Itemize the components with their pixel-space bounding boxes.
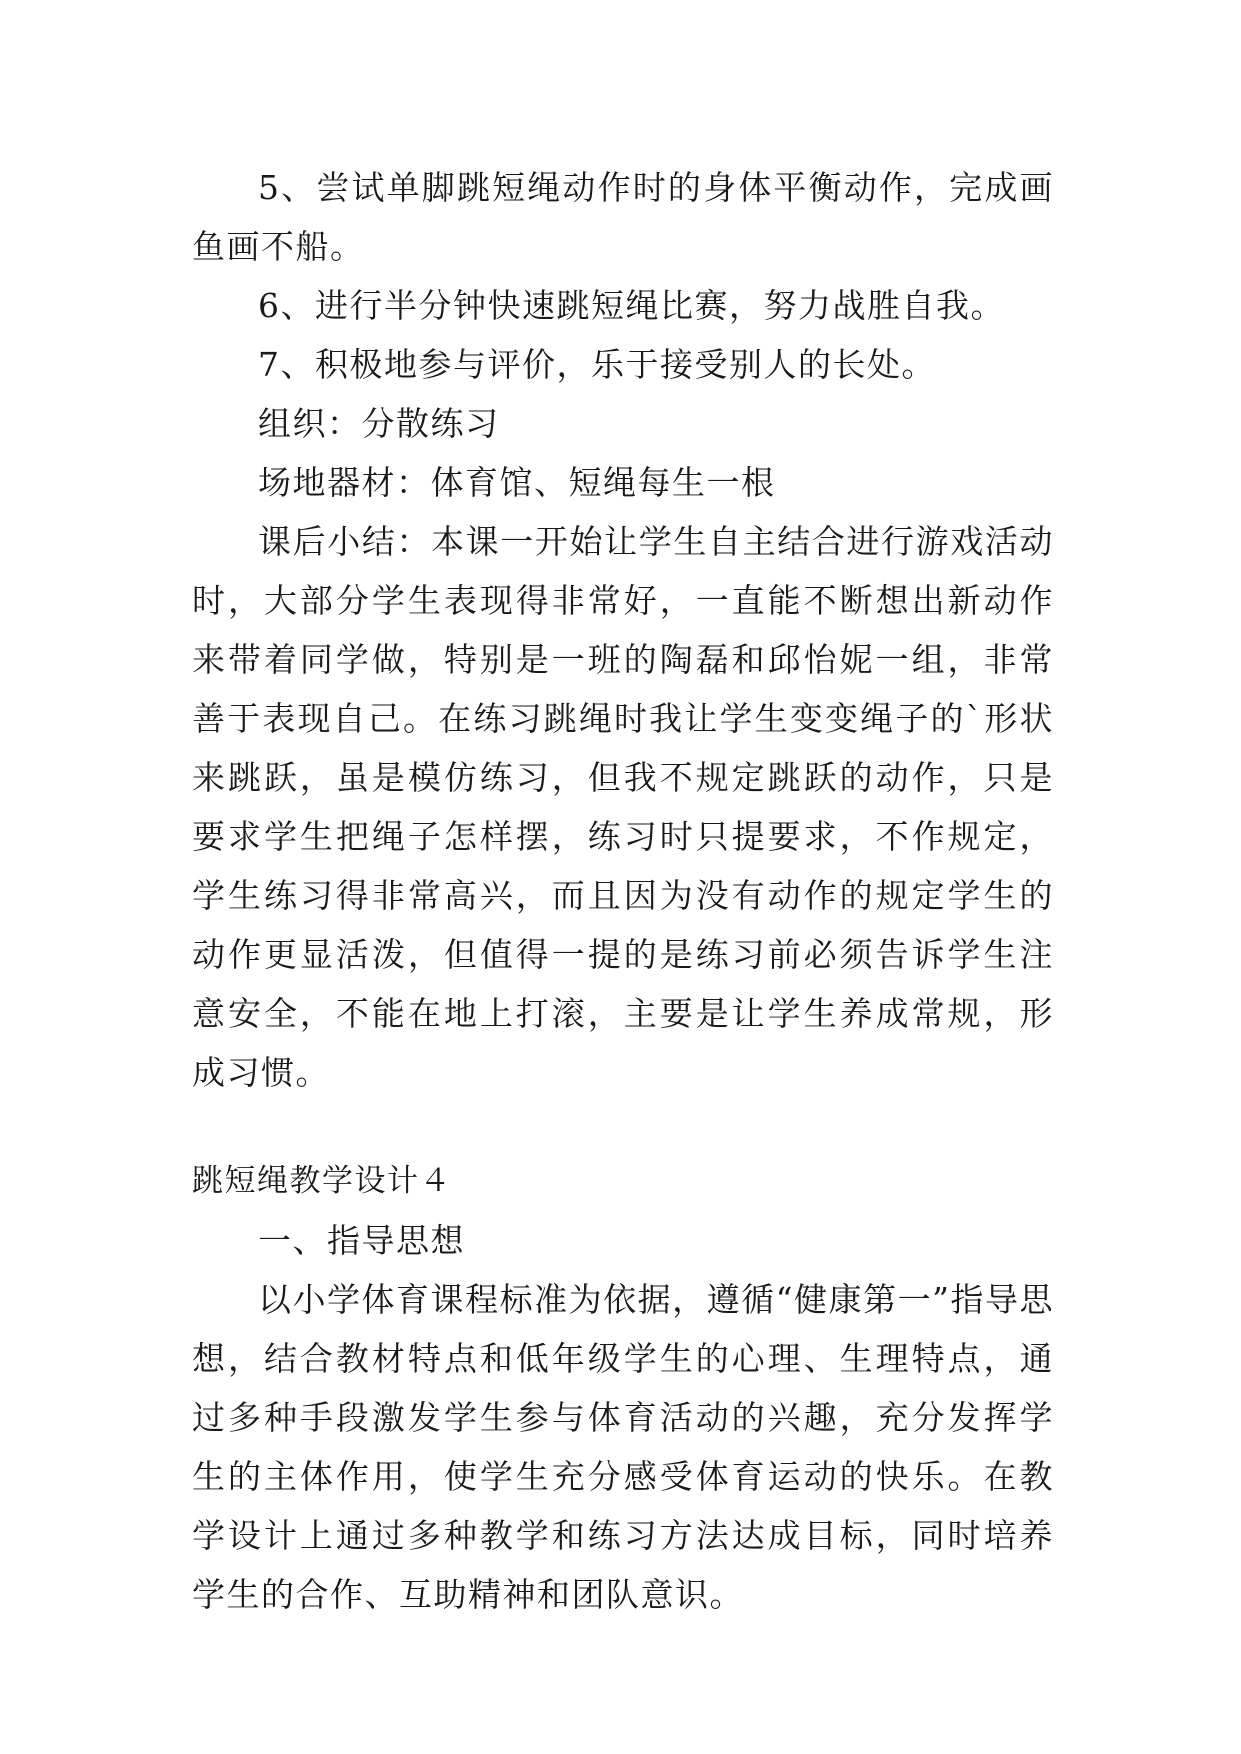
- paragraph-organization: 组织：分散练习: [258, 404, 500, 443]
- paragraph-step-6: 6、进行半分钟快速跳短绳比赛，努力战胜自我。: [258, 286, 1005, 325]
- paragraph-step-5: 5、尝试单脚跳短绳动作时的身体平衡动作，完成画鱼画不船。: [192, 168, 1054, 266]
- subsection-title: 一、指导思想: [258, 1221, 465, 1260]
- paragraph-equipment: 场地器材：体育馆、短绳每生一根: [258, 463, 776, 502]
- document-body: [192, 158, 1054, 1624]
- paragraph-lesson-summary: 课后小结：本课一开始让学生自主结合进行游戏活动时，大部分学生表现得非常好，一直能不断想出新动作来带着同学做，特别是一班的陶磊和邱怡妮一组，非常善于表现自己。在练习跳绳时我让学生变变绳子的`形状来跳跃，虽是模仿练习，但我不规定跳跃的动作，只是要求学生把绳子怎样摆，练习时只提要求，不作规定，学生练习得非常高兴，而且因为没有动作的规定学生的动作更显活泼，但值得一提的是练习前必须告诉学生注意安全，不能在地上打滚，主要是让学生养成常规，形成习惯。: [192, 522, 1054, 1092]
- section-title: 跳短绳教学设计４: [192, 1163, 452, 1199]
- paragraph-step-7: 7、积极地参与评价，乐于接受别人的长处。: [258, 345, 936, 384]
- paragraph-guiding-idea: 以小学体育课程标准为依据，遵循“健康第一”指导思想，结合教材特点和低年级学生的心理、生理特点，通过多种手段激发学生参与体育活动的兴趣，充分发挥学生的主体作用，使学生充分感受体育运动的快乐。在教学设计上通过多种教学和练习方法达成目标，同时培养学生的合作、互助精神和团队意识。: [192, 1280, 1054, 1614]
